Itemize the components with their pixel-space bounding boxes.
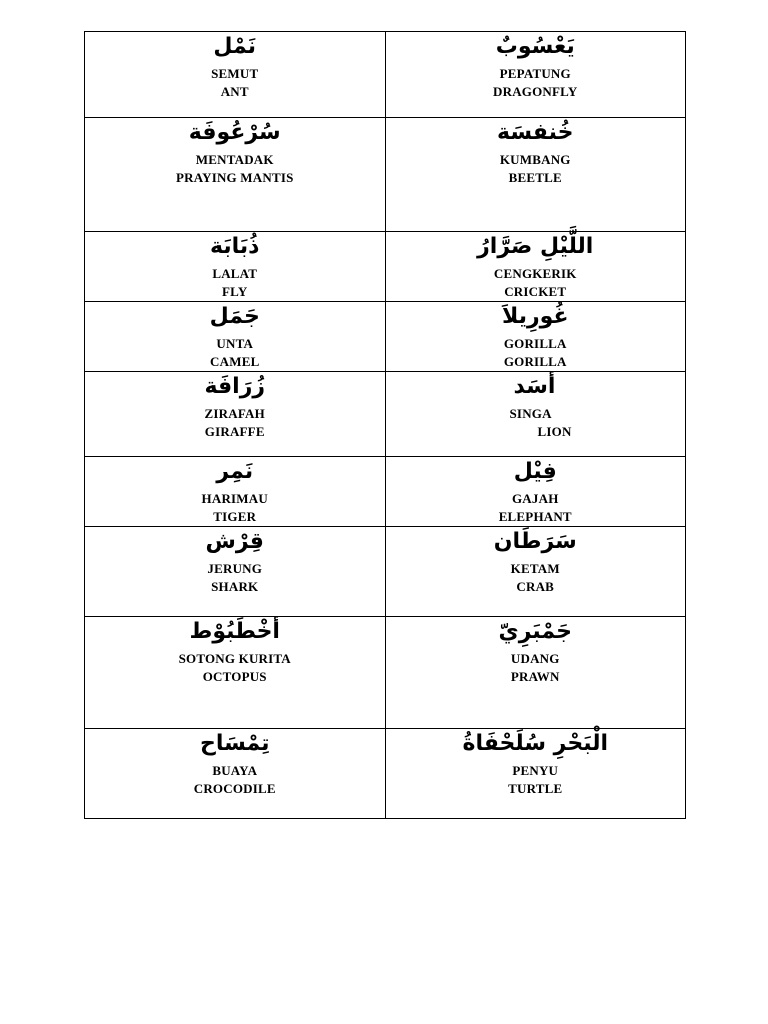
malay-word: PENYU — [512, 763, 559, 778]
malay-word: PEPATUNG — [499, 66, 571, 81]
table-row — [85, 617, 686, 729]
arabic-word: تِمْسَاح — [199, 731, 270, 756]
english-word: BEETLE — [508, 170, 562, 185]
vocab-cell — [85, 302, 386, 372]
english-word: CRAB — [516, 579, 555, 594]
malay-word: SEMUT — [211, 66, 259, 81]
malay-word: LALAT — [212, 266, 258, 281]
english-word: FLY — [222, 284, 248, 299]
english-word: OCTOPUS — [202, 669, 267, 684]
malay-word: ZIRAFAH — [204, 406, 265, 421]
vocab-cell — [85, 617, 386, 729]
english-word: CROCODILE — [193, 781, 276, 796]
english-word: ELEPHANT — [498, 509, 572, 524]
malay-word: JERUNG — [207, 561, 263, 576]
vocab-cell — [85, 232, 386, 302]
table-row — [85, 729, 686, 819]
vocab-cell — [85, 527, 386, 617]
arabic-word: جَمَل — [209, 304, 260, 329]
table-row — [85, 232, 686, 302]
english-word: DRAGONFLY — [493, 84, 578, 99]
vocab-cell — [385, 457, 686, 527]
malay-word: KETAM — [510, 561, 560, 576]
vocab-cell — [385, 372, 686, 457]
malay-word: UNTA — [216, 336, 254, 351]
vocab-cell — [385, 617, 686, 729]
malay-word: MENTADAK — [195, 152, 274, 167]
english-word: PRAYING MANTIS — [175, 170, 294, 185]
malay-word: KUMBANG — [499, 152, 571, 167]
arabic-word: يَعْسُوبٌ — [495, 34, 575, 59]
arabic-word: زُرَافَة — [204, 374, 266, 399]
table-row — [85, 118, 686, 232]
english-word: ANT — [220, 84, 249, 99]
english-word: SHARK — [211, 579, 259, 594]
arabic-word: ذُبَابَة — [210, 234, 260, 259]
english-word: TIGER — [213, 509, 257, 524]
english-word: GORILLA — [503, 354, 567, 369]
malay-word: BUAYA — [212, 763, 258, 778]
english-word: LION — [537, 424, 572, 439]
malay-word: CENGKERIK — [493, 266, 577, 281]
vocab-cell — [85, 729, 386, 819]
vocab-cell — [85, 372, 386, 457]
vocab-cell — [385, 729, 686, 819]
arabic-word: سَرَطَان — [493, 529, 577, 554]
arabic-word: جَمْبَرِيّ — [498, 619, 572, 644]
malay-word: HARIMAU — [201, 491, 268, 506]
vocab-cell — [385, 232, 686, 302]
arabic-word: أسَد — [513, 374, 556, 399]
english-word: TURTLE — [508, 781, 563, 796]
arabic-word: نَمِر — [216, 459, 254, 484]
vocab-cell — [85, 118, 386, 232]
english-word: GIRAFFE — [204, 424, 265, 439]
vocab-cell — [385, 32, 686, 118]
arabic-word: فِيْل — [513, 459, 557, 484]
malay-word: SOTONG KURITA — [178, 651, 291, 666]
english-word: CAMEL — [210, 354, 260, 369]
arabic-word: اللَّيْلِ صَرَّارُ — [477, 234, 594, 259]
arabic-word: سُرْعُوفَة — [188, 120, 281, 145]
arabic-word: خُنفسَة — [497, 120, 574, 145]
table-row — [85, 32, 686, 118]
vocab-cell — [385, 302, 686, 372]
arabic-word: نَمْل — [213, 34, 257, 59]
vocab-cell — [385, 118, 686, 232]
arabic-word: أخْطَبُوْط — [189, 619, 280, 644]
table-row — [85, 372, 686, 457]
english-word: PRAWN — [510, 669, 560, 684]
english-word: CRICKET — [504, 284, 567, 299]
arabic-word: قِرْش — [205, 529, 264, 554]
table-row — [85, 457, 686, 527]
table-row — [85, 302, 686, 372]
arabic-word: غُورِيلاَ — [502, 304, 569, 329]
vocab-cell — [85, 457, 386, 527]
vocabulary-table — [84, 31, 686, 819]
malay-word: UDANG — [510, 651, 560, 666]
malay-word: GAJAH — [512, 491, 559, 506]
vocab-cell — [385, 527, 686, 617]
malay-word: SINGA — [509, 406, 552, 421]
table-row — [85, 527, 686, 617]
vocab-cell — [85, 32, 386, 118]
arabic-word: الْبَحْرِ سُلَحْفَاةُ — [462, 731, 609, 756]
malay-word: GORILLA — [503, 336, 567, 351]
